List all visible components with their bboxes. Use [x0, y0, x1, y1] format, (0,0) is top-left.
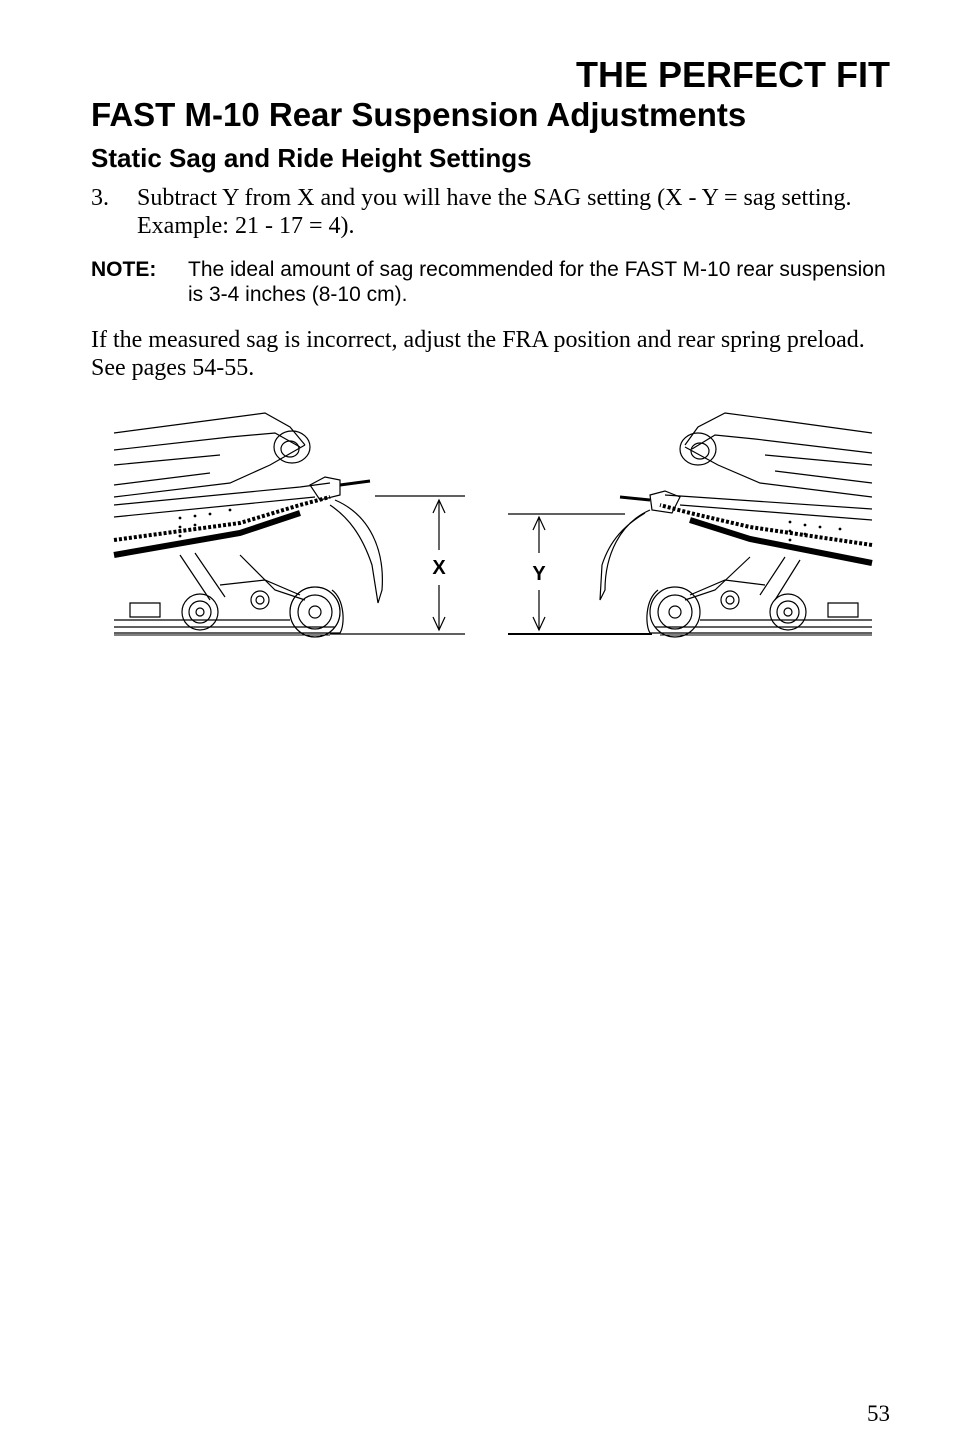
- y-dimension-lines: [508, 514, 652, 634]
- step-number: 3.: [91, 185, 109, 211]
- note-text: The ideal amount of sag recommended for the FAST M-10 rear suspension is 3-4 inches (8-10 cm).: [188, 258, 886, 306]
- note: [91, 257, 891, 307]
- step-item: [91, 184, 891, 240]
- left-snowmobile-illustration: [114, 413, 382, 637]
- page-heading: FAST M-10 Rear Suspension Adjustments: [91, 96, 747, 133]
- note-label: NOTE:: [91, 258, 157, 281]
- body-paragraph: If the measured sag is incorrect, adjust the FRA position and rear spring preload. See pages 54-55.: [91, 327, 865, 381]
- y-label: Y: [532, 563, 546, 585]
- section-title: THE PERFECT FIT: [576, 54, 890, 95]
- page-number: 53: [867, 1401, 890, 1426]
- sag-measurement-figure: [100, 405, 890, 650]
- x-label: X: [432, 557, 446, 579]
- right-snowmobile-illustration: [600, 413, 872, 637]
- subheading: Static Sag and Ride Height Settings: [91, 143, 532, 173]
- step-text: Subtract Y from X and you will have the SAG setting (X - Y = sag setting. Example: 21 - 17 = 4).: [137, 185, 852, 239]
